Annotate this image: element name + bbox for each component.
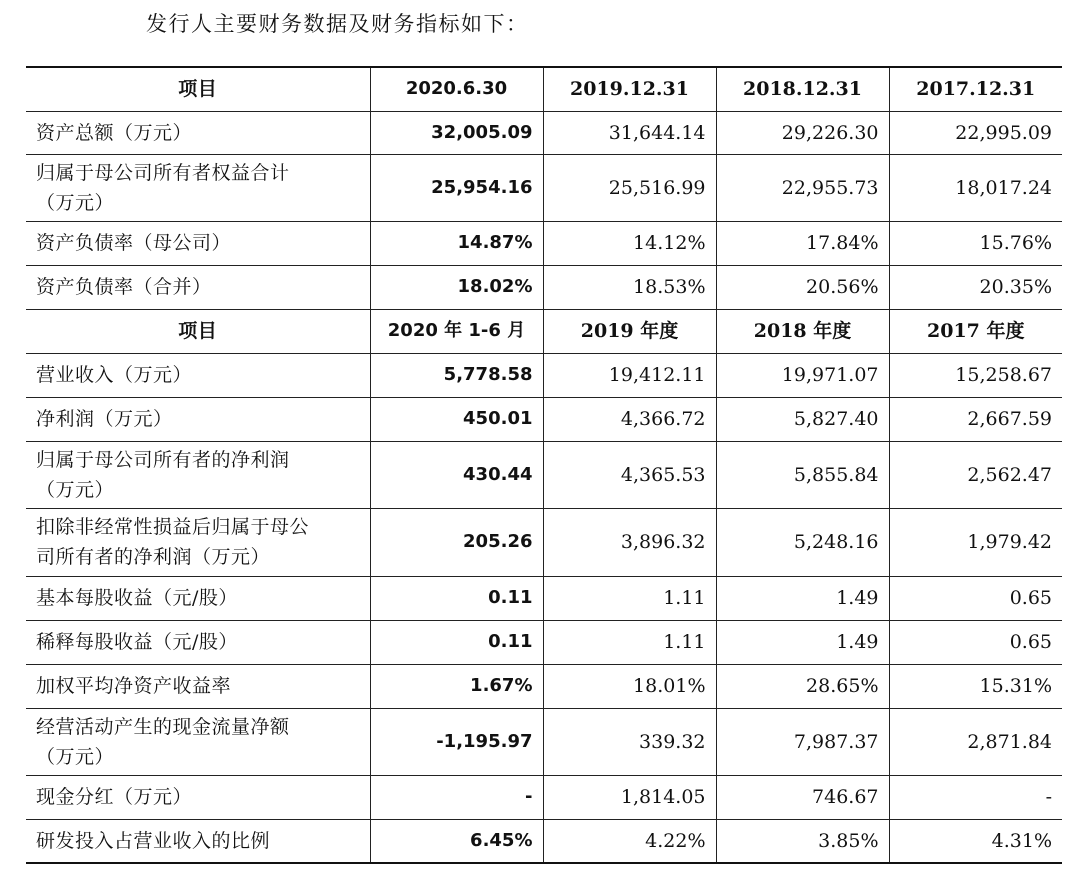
financial-table xyxy=(26,66,1062,864)
row-label-cell xyxy=(26,221,370,265)
row-label-line: 加权平均净资产收益率 xyxy=(36,675,232,697)
current-period-value: 0.11 xyxy=(370,576,543,620)
header2-row xyxy=(26,309,1062,353)
period-value: 1,814.05 xyxy=(543,775,716,819)
period-value: 7,987.37 xyxy=(716,708,889,775)
current-period-value: 430.44 xyxy=(370,441,543,508)
row-label-line: （万元） xyxy=(36,191,115,214)
header-period-cell: 2019 年度 xyxy=(543,309,716,353)
row-label-cell xyxy=(26,775,370,819)
row-label-cell xyxy=(26,819,370,863)
period-value: 1.49 xyxy=(716,620,889,664)
current-period-value: 14.87% xyxy=(370,221,543,265)
period-value: 5,827.40 xyxy=(716,397,889,441)
row-label-cell xyxy=(26,441,370,508)
table-row xyxy=(26,819,1062,863)
period-value: 18.53% xyxy=(543,265,716,309)
row-label-line: （万元） xyxy=(36,745,115,768)
current-period-value: 25,954.16 xyxy=(370,154,543,221)
table-row xyxy=(26,397,1062,441)
period-value: 4,366.72 xyxy=(543,397,716,441)
period-value: 2,562.47 xyxy=(889,441,1062,508)
current-period-value: 18.02% xyxy=(370,265,543,309)
header-item-cell: 项目 xyxy=(26,309,370,353)
row-label-line: 资产负债率（母公司） xyxy=(36,232,232,254)
table-row xyxy=(26,221,1062,265)
header-item-cell: 项目 xyxy=(26,67,370,111)
period-value: - xyxy=(889,775,1062,819)
row-label-line: 归属于母公司所有者的净利润 xyxy=(36,448,290,471)
table-row xyxy=(26,111,1062,154)
table-row xyxy=(26,265,1062,309)
period-value: 3.85% xyxy=(716,819,889,863)
header-period-cell: 2018.12.31 xyxy=(716,67,889,111)
header-period-cell: 2017 年度 xyxy=(889,309,1062,353)
table-row xyxy=(26,664,1062,708)
current-period-value: 450.01 xyxy=(370,397,543,441)
period-value: 4.31% xyxy=(889,819,1062,863)
table-row xyxy=(26,576,1062,620)
row-label-cell xyxy=(26,353,370,397)
period-value: 17.84% xyxy=(716,221,889,265)
period-value: 22,995.09 xyxy=(889,111,1062,154)
period-value: 2,871.84 xyxy=(889,708,1062,775)
table-row xyxy=(26,154,1062,221)
row-label-line: 扣除非经常性损益后归属于母公 xyxy=(36,516,310,538)
table-row xyxy=(26,353,1062,397)
header-period-cell: 2020 年 1-6 月 xyxy=(370,309,543,353)
header1-row xyxy=(26,67,1062,111)
period-value: 18,017.24 xyxy=(889,154,1062,221)
row-label-line: 归属于母公司所有者权益合计 xyxy=(36,161,290,184)
row-label-line: （万元） xyxy=(36,478,115,501)
period-value: 339.32 xyxy=(543,708,716,775)
period-value: 4,365.53 xyxy=(543,441,716,508)
period-value: 1.49 xyxy=(716,576,889,620)
row-label-line: 营业收入（万元） xyxy=(36,364,193,386)
period-value: 15.31% xyxy=(889,664,1062,708)
current-period-value: - xyxy=(370,775,543,819)
row-label-line: 研发投入占营业收入的比例 xyxy=(36,829,271,852)
period-value: 3,896.32 xyxy=(543,508,716,576)
table-row xyxy=(26,775,1062,819)
header-period-cell: 2019.12.31 xyxy=(543,67,716,111)
row-label-cell xyxy=(26,111,370,154)
current-period-value: 32,005.09 xyxy=(370,111,543,154)
row-label-line: 稀释每股收益（元/股） xyxy=(36,631,238,653)
row-label-line: 资产总额（万元） xyxy=(36,121,193,144)
period-value: 746.67 xyxy=(716,775,889,819)
period-value: 15,258.67 xyxy=(889,353,1062,397)
period-value: 0.65 xyxy=(889,620,1062,664)
row-label-line: 净利润（万元） xyxy=(36,408,173,430)
current-period-value: 205.26 xyxy=(370,508,543,576)
table-row xyxy=(26,620,1062,664)
period-value: 4.22% xyxy=(543,819,716,863)
period-value: 29,226.30 xyxy=(716,111,889,154)
period-value: 20.35% xyxy=(889,265,1062,309)
row-label-cell xyxy=(26,620,370,664)
period-value: 19,412.11 xyxy=(543,353,716,397)
table-row xyxy=(26,441,1062,508)
period-value: 28.65% xyxy=(716,664,889,708)
intro-text: 发行人主要财务数据及财务指标如下： xyxy=(146,12,529,36)
current-period-value: 0.11 xyxy=(370,620,543,664)
row-label-cell xyxy=(26,508,370,576)
period-value: 25,516.99 xyxy=(543,154,716,221)
row-label-cell xyxy=(26,664,370,708)
row-label-cell xyxy=(26,154,370,221)
period-value: 15.76% xyxy=(889,221,1062,265)
row-label-line: 现金分红（万元） xyxy=(36,786,193,808)
current-period-value: 1.67% xyxy=(370,664,543,708)
header-period-cell: 2020.6.30 xyxy=(370,67,543,111)
row-label-cell xyxy=(26,265,370,309)
row-label-line: 经营活动产生的现金流量净额 xyxy=(36,715,290,738)
period-value: 19,971.07 xyxy=(716,353,889,397)
period-value: 5,248.16 xyxy=(716,508,889,576)
period-value: 22,955.73 xyxy=(716,154,889,221)
table-row xyxy=(26,508,1062,576)
header-period-cell: 2017.12.31 xyxy=(889,67,1062,111)
period-value: 1.11 xyxy=(543,576,716,620)
period-value: 5,855.84 xyxy=(716,441,889,508)
period-value: 20.56% xyxy=(716,265,889,309)
row-label-line: 司所有者的净利润（万元） xyxy=(36,546,271,568)
period-value: 0.65 xyxy=(889,576,1062,620)
row-label-cell xyxy=(26,708,370,775)
period-value: 31,644.14 xyxy=(543,111,716,154)
table-row xyxy=(26,708,1062,775)
header-period-cell: 2018 年度 xyxy=(716,309,889,353)
current-period-value: -1,195.97 xyxy=(370,708,543,775)
period-value: 1,979.42 xyxy=(889,508,1062,576)
current-period-value: 5,778.58 xyxy=(370,353,543,397)
period-value: 2,667.59 xyxy=(889,397,1062,441)
row-label-cell xyxy=(26,576,370,620)
row-label-line: 资产负债率（合并） xyxy=(36,276,212,298)
current-period-value: 6.45% xyxy=(370,819,543,863)
period-value: 18.01% xyxy=(543,664,716,708)
period-value: 14.12% xyxy=(543,221,716,265)
row-label-cell xyxy=(26,397,370,441)
row-label-line: 基本每股收益（元/股） xyxy=(36,587,238,609)
period-value: 1.11 xyxy=(543,620,716,664)
